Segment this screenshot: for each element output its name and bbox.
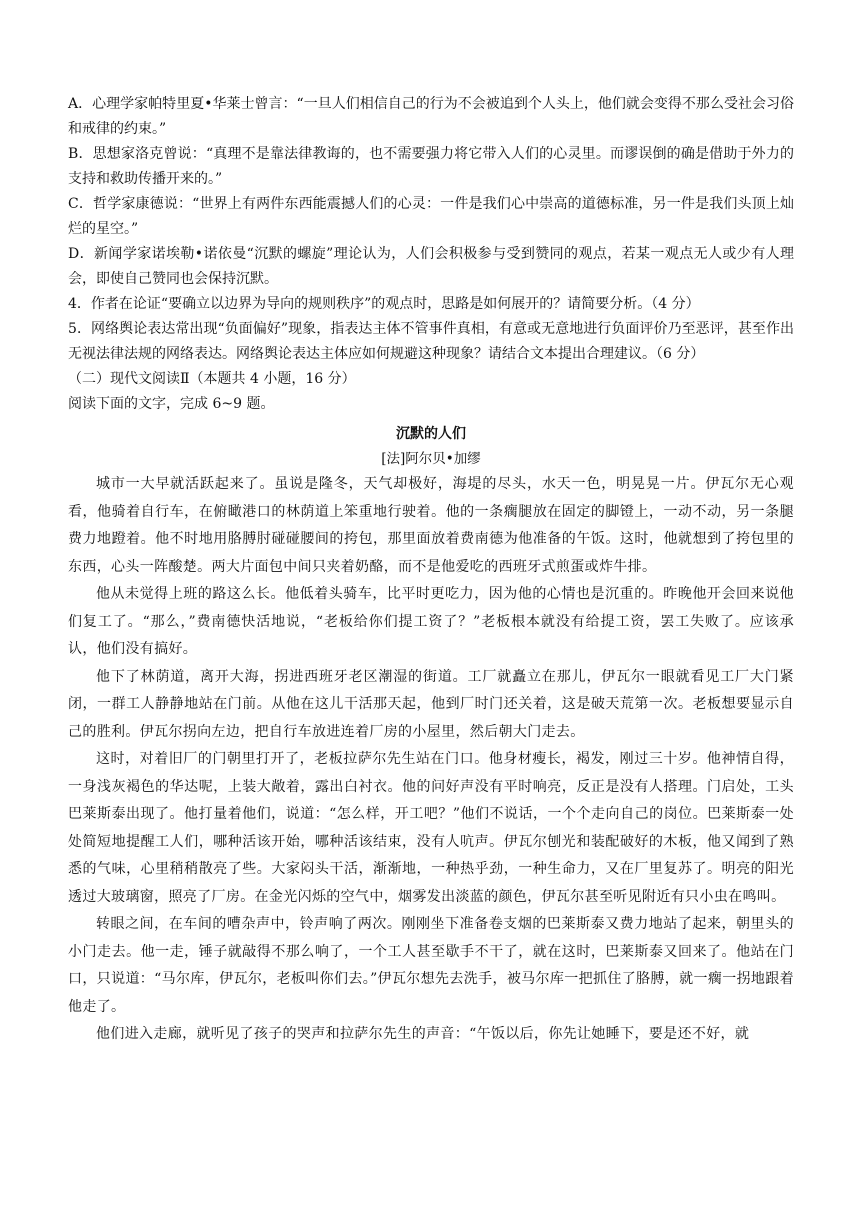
question-4: 4．作者在论证“要确立以边界为导向的规则秩序”的观点时，思路是如何展开的？请简要分析。（4 分） <box>68 296 700 312</box>
article-author: [法]阿尔贝•加缪 <box>381 451 481 467</box>
question-5: 5．网络舆论表达常出现“负面偏好”现象，指表达主体不管事件真相，有意或无意地进行负面评价乃至恶评，甚至作出无视法律法规的网络表达。网络舆论表达主体应如何规避这种现象？请结合文本提出合理建议。（6 分） <box>68 321 794 362</box>
option-letter: C． <box>68 196 94 212</box>
section-heading: （二）现代文阅读Ⅱ（本题共 4 小题，16 分） <box>68 371 356 387</box>
article-paragraph: 他下了林荫道，离开大海，拐进西班牙老区潮湿的街道。工厂就矗立在那儿，伊瓦尔一眼就看见工厂大门紧闭，一群工人静静地站在门前。从他在这儿干活那天起，他到厂时门还关着，这是破天荒第一次。老板想要显示自己的胜利。伊瓦尔拐向左边，把自行车放进连着厂房的小屋里，然后朝大门走去。 <box>68 668 794 740</box>
option-d <box>68 242 794 292</box>
option-b <box>68 142 794 192</box>
article-paragraph: 转眼之间，在车间的嘈杂声中，铃声响了两次。刚刚坐下准备卷支烟的巴莱斯泰又费力地站了起来，朝里头的小门走去。他一走，锤子就敲得不那么响了，一个工人甚至歇手不干了，就在这时，巴莱斯泰又回来了。他站在门口，只说道：“马尔库，伊瓦尔，老板叫你们去。”伊瓦尔想先去洗手，被马尔库一把抓住了胳膊，就一瘸一拐地跟着他走了。 <box>68 916 794 1015</box>
option-text: 心理学家帕特里夏•华莱士曾言：“一旦人们相信自己的行为不会被追到个人头上，他们就会变得不那么受社会习俗和戒律的约束。” <box>68 96 794 137</box>
article-title: 沉默的人们 <box>396 426 466 442</box>
page-content <box>68 92 794 1049</box>
section-instruction: 阅读下面的文字，完成 6~9 题。 <box>68 396 275 412</box>
option-a <box>68 92 794 142</box>
article-paragraph: 他们进入走廊，就听见了孩子的哭声和拉萨尔先生的声音：“午饭以后，你先让她睡下，要是还不好，就 <box>96 1026 750 1042</box>
option-letter: A． <box>68 96 93 112</box>
option-letter: D． <box>68 246 95 262</box>
option-text: 思想家洛克曾说：“真理不是靠法律教诲的，也不需要强力将它带入人们的心灵里。而谬误倒的确是借助于外力的支持和救助传播开来的。” <box>68 146 794 187</box>
article-paragraph: 这时，对着旧厂的门朝里打开了，老板拉萨尔先生站在门口。他身材瘦长，褐发，刚过三十岁。他神情自得，一身浅灰褐色的华达呢，上装大敞着，露出白衬衣。他的问好声没有平时响亮，反正是没有人搭理。门启处，工头巴莱斯泰出现了。他打量着他们，说道：“怎么样，开工吧？”他们不说话，一个个走向自己的岗位。巴莱斯泰一处处简短地提醒工人们，哪种活该开始，哪种活该结束，没有人吭声。伊瓦尔刨光和装配破好的木板，他又闻到了熟悉的气味，心里稍稍散亮了些。大家闷头干活，渐渐地，一种热乎劲，一种生命力，又在厂里复苏了。明亮的阳光透过大玻璃窗，照亮了厂房。在金光闪烁的空气中，烟雾发出淡蓝的颜色，伊瓦尔甚至听见附近有只小虫在鸣叫。 <box>68 751 794 905</box>
option-text: 新闻学家诺埃勒•诺依曼“沉默的螺旋”理论认为，人们会积极参与受到赞同的观点，若某一观点无人或少有人理会，即使自己赞同也会保持沉默。 <box>68 246 794 287</box>
option-text: 哲学家康德说：“世界上有两件东西能震撼人们的心灵：一件是我们心中崇高的道德标准，另一件是我们头顶上灿烂的星空。” <box>68 196 794 237</box>
article-paragraph: 城市一大早就活跃起来了。虽说是隆冬，天气却极好，海堤的尽头，水天一色，明晃晃一片。伊瓦尔无心观看，他骑着自行车，在俯瞰港口的林荫道上笨重地行驶着。他的一条瘸腿放在固定的脚镫上，一动不动，另一条腿费力地蹬着。他不时地用胳膊肘碰碰腰间的挎包，那里面放着费南德为他准备的午饭。这时，他就想到了挎包里的东西，心头一阵酸楚。两大片面包中间只夹着奶酪，而不是他爱吃的西班牙式煎蛋或炸牛排。 <box>68 476 794 575</box>
option-letter: B． <box>68 146 93 162</box>
option-c <box>68 192 794 242</box>
article-paragraph: 他从未觉得上班的路这么长。他低着头骑车，比平时更吃力，因为他的心情也是沉重的。昨晚他开会回来说他们复工了。“那么，”费南德快活地说，“老板给你们提工资了？”老板根本就没有给提工资，罢工失败了。应该承认，他们没有搞好。 <box>68 586 794 657</box>
